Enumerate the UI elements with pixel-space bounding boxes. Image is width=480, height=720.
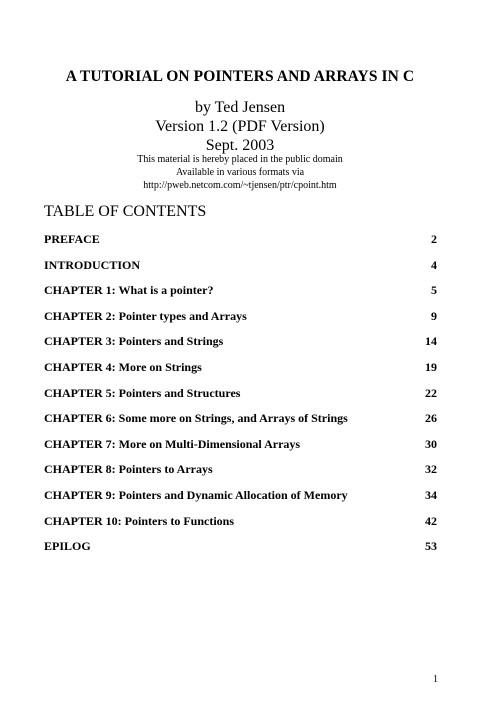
toc-entry-page: 2 [431,232,437,246]
toc-entry-page: 34 [425,487,437,502]
toc-entry-page: 32 [425,462,437,477]
toc-entry-label: CHAPTER 2: Pointer types and Arrays [44,308,247,323]
toc-entry-chapter-1 [44,283,437,309]
toc-entry-label: CHAPTER 10: Pointers to Functions [44,513,234,528]
toc-entry-label: CHAPTER 7: More on Multi-Dimensional Arrays [44,436,301,451]
toc-entry-label: CHAPTER 4: More on Strings [44,359,202,374]
toc-entry-preface [44,232,437,258]
toc-entry-chapter-3 [44,334,437,360]
toc-entry-chapter-7 [44,437,437,463]
availability-line: Available in various formats via [175,167,305,178]
toc-entry-label: PREFACE [44,232,100,246]
toc-entry-chapter-9 [44,488,437,514]
toc-entry-label: CHAPTER 6: Some more on Strings, and Arrays of Strings [44,411,348,426]
toc-entry-label: CHAPTER 8: Pointers to Arrays [44,462,213,477]
toc-entry-label: CHAPTER 9: Pointers and Dynamic Allocation of Memory [44,487,348,502]
author-line: by Ted Jensen [194,99,286,116]
toc-entry-label: CHAPTER 1: What is a pointer? [44,283,214,298]
toc-entry-chapter-2 [44,309,437,335]
version-line: Version 1.2 (PDF Version) [155,118,325,135]
toc-entry-page: 53 [425,539,437,554]
toc-entry-page: 26 [425,411,437,426]
toc-entry-introduction [44,258,437,284]
page-number: 1 [433,674,438,685]
toc-entry-chapter-6 [44,411,437,437]
toc-heading: TABLE OF CONTENTS [44,203,207,220]
toc-entry-label: EPILOG [44,539,91,554]
toc-entry-page: 9 [431,308,437,323]
date-line: Sept. 2003 [205,137,275,154]
toc-entry-label: CHAPTER 3: Pointers and Strings [44,334,224,349]
source-url: http://pweb.netcom.com/~tjensen/ptr/cpoint.htm [143,180,337,191]
toc-entry-chapter-4 [44,360,437,386]
toc-entry-page: 5 [431,283,437,298]
toc-entry-label: CHAPTER 5: Pointers and Structures [44,385,241,400]
toc-entry-page: 42 [425,513,437,528]
toc-entry-chapter-10 [44,514,437,540]
toc-entry-epilog [44,539,437,565]
toc-entry-chapter-8 [44,462,437,488]
table-of-contents [44,232,437,565]
toc-entry-page: 4 [431,257,437,272]
toc-entry-chapter-5 [44,386,437,412]
toc-entry-page: 19 [425,359,437,374]
toc-entry-page: 22 [425,385,437,400]
document-title: A TUTORIAL ON POINTERS AND ARRAYS IN C [65,68,415,85]
public-domain-notice: This material is hereby placed in the public domain [137,154,343,165]
toc-entry-page: 14 [425,334,437,349]
toc-entry-page: 30 [425,436,437,451]
toc-entry-label: INTRODUCTION [44,257,141,272]
